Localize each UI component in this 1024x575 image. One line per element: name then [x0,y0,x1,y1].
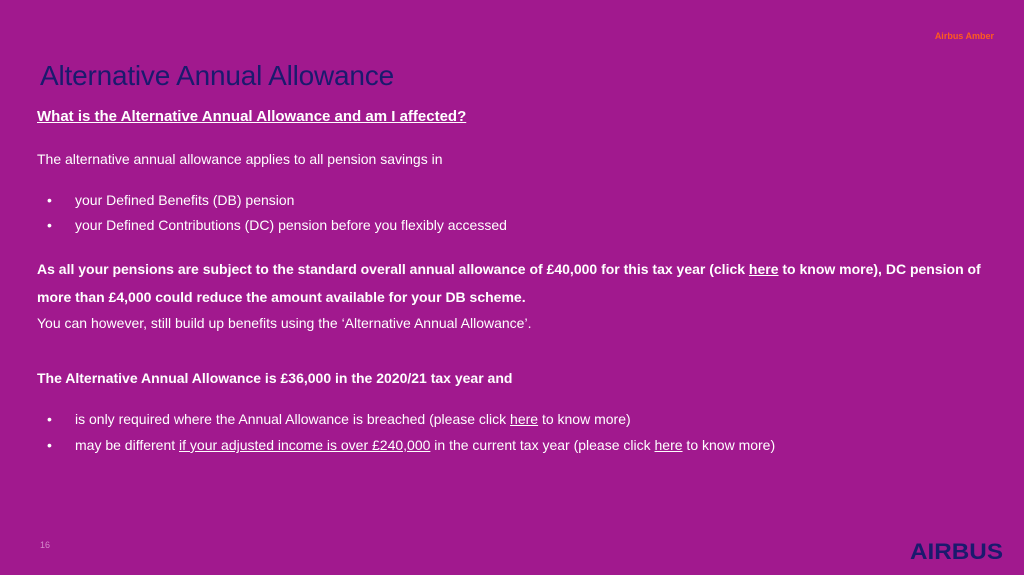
intro-text: The alternative annual allowance applies to all pension savings in [37,151,443,167]
list-item-text: your Defined Contributions (DC) pension before you flexibly accessed [75,217,507,233]
here-link-tax-year[interactable]: here [654,437,683,453]
alternative-paragraph: You can however, still build up benefits using the ‘Alternative Annual Allowance’. [37,315,532,331]
list-item [47,192,294,208]
page-number: 16 [40,540,51,550]
logo-text: AIRBUS [910,539,1003,564]
paragraph-text: to know more), DC pension of [778,261,981,277]
allowance-paragraph-line2: more than £4,000 could reduce the amount available for your DB scheme. [37,289,526,305]
slide-title: Alternative Annual Allowance [40,60,394,91]
adjusted-income-link[interactable]: if your adjusted income is over £240,000 [179,437,431,453]
list-item [47,411,631,427]
here-link-annual-allowance[interactable]: here [748,261,779,277]
bullet-icon: • [47,411,52,427]
classification-label: Airbus Amber [934,31,994,41]
paragraph-text: As all your pensions are subject to the standard overall annual allowance of £40,000 for this tax year (click [37,261,749,277]
list-item-text: is only required where the Annual Allowance is breached (please click [75,411,511,427]
airbus-logo [910,538,1004,564]
aaa-amount-paragraph: The Alternative Annual Allowance is £36,000 in the 2020/21 tax year and [37,370,513,386]
list-item [47,217,507,233]
bullet-icon: • [47,437,52,453]
list-item-text: may be different [75,437,180,453]
slide-subtitle: What is the Alternative Annual Allowance and am I affected? [37,108,467,125]
allowance-paragraph [37,261,981,277]
here-link-breach[interactable]: here [510,411,539,427]
list-item-text: your Defined Benefits (DB) pension [75,192,295,208]
list-item-text: to know more) [538,411,631,427]
bullet-icon: • [47,217,52,233]
list-item-text: in the current tax year (please click [430,437,655,453]
bullet-icon: • [47,192,52,208]
list-item-text: to know more) [682,437,776,453]
list-item [47,437,775,453]
